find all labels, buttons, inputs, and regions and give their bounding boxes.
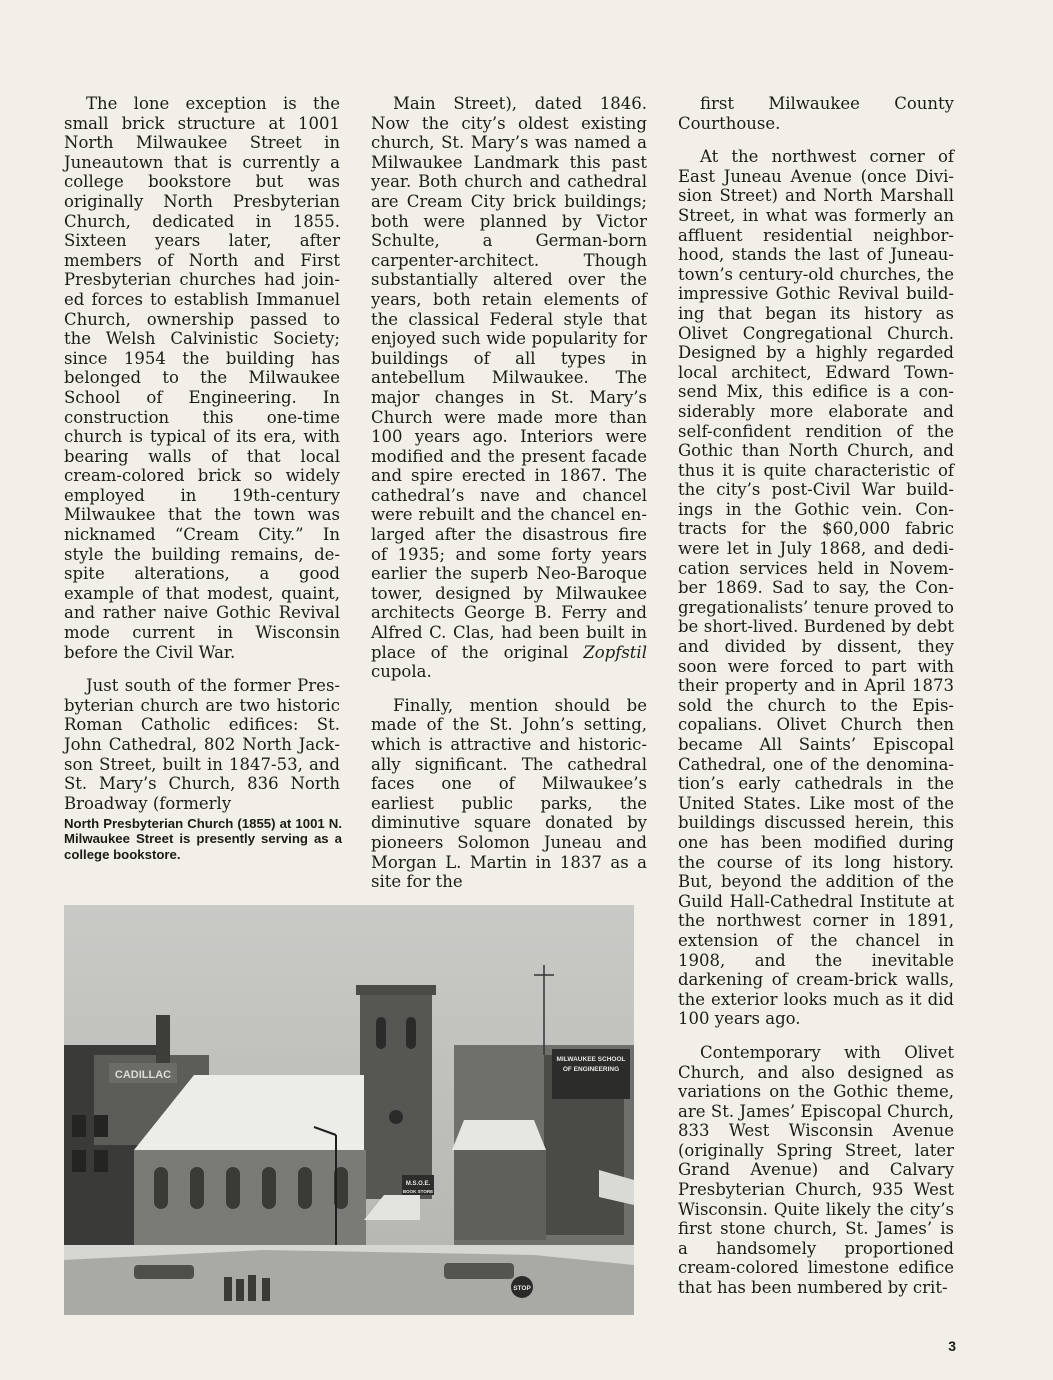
paragraph: Contemporary with Olivet Church, and also designed as variations on the Gothic theme, are St. James’ Episcopal Church, 833 West Wisconsin Avenue (originally Spring Street, later Grand Avenue) and Calvary Presbyterian Church, 935 West Wisconsin. Quite likely the city’s first stone church, St. James’ is a handsomely proportioned cream-colored limestone edifice that has been numbered by crit- bbox=[678, 1042, 954, 1298]
svg-text:BOOK STORE: BOOK STORE bbox=[402, 1189, 434, 1194]
paragraph: The lone exception is the small brick structure at 1001 North Milwaukee Street in Juneautown that is currently a college bookstore but was originally North Presbyterian Church, dedicated in 1855. Sixteen years later, after members of North and First Presbyterian churches had joined forces to establish Immanuel Church, ownership passed to the Welsh Calvinistic Society; since 1954 the building has belonged to the Milwaukee School of Engineering. In construction this one-time church is typical of its era, with bearing walls of that local cream-colored brick so widely employed in 19th-century Milwaukee that the town was nicknamed “Cream City.” In style the building remains, despite alterations, a good example of that modest, quaint, and rather naive Gothic Revival mode current in Wisconsin before the Civil War. bbox=[64, 94, 340, 662]
article-column-3 bbox=[678, 94, 954, 1298]
article-column-1 bbox=[64, 94, 340, 813]
paragraph: Finally, mention should be made of the St. John’s setting, which is attractive and historically significant. The cathedral faces one of Milwaukee’s earliest public parks, the diminutive square donated by pioneers Solomon Juneau and Morgan L. Martin in 1837 as a site for the bbox=[371, 695, 647, 892]
chimney bbox=[156, 1015, 170, 1065]
svg-text:M.S.O.E.: M.S.O.E. bbox=[405, 1181, 431, 1187]
svg-text:CADILLAC: CADILLAC bbox=[114, 1069, 172, 1081]
church-nave bbox=[134, 1150, 366, 1250]
church-photograph bbox=[64, 905, 634, 1315]
article-column-2 bbox=[371, 94, 647, 892]
paragraph-text: cupola. bbox=[371, 662, 432, 682]
paragraph bbox=[371, 94, 647, 682]
paragraph: first Milwaukee County Courthouse. bbox=[678, 94, 954, 133]
school-sign bbox=[552, 1049, 630, 1099]
stop-sign bbox=[511, 1276, 533, 1298]
photo-caption: North Presbyterian Church (1855) at 1001 N. Milwaukee Street is presently serving as a college bookstore. bbox=[64, 816, 342, 862]
paragraph-text: Main Street), dated 1846. Now the city’s oldest existing church, St. Mary’s was named a Milwaukee Landmark this past year. Both church and cathedral are Cream City brick buildings; both were planned by Victor Schulte, a German-born carpenter-architect. Though substantially altered over the years, both retain elements of the classical Federal style that enjoyed such wide popularity for buildings of all types in antebellum Milwaukee. The major changes in St. Mary’s Church were made more than 100 years ago. Interiors were modified and the present facade and spire erected in 1867. The cathedral’s nave and chancel were rebuilt and the chancel enlarged after the disastrous fire of 1935; and some forty years earlier the superb Neo-Baroque tower, designed by Milwaukee architects George B. Ferry and Alfred C. Clas, had been built in place of the original bbox=[371, 94, 647, 662]
svg-text:MILWAUKEE SCHOOL: MILWAUKEE SCHOOL bbox=[556, 1056, 626, 1063]
svg-text:STOP: STOP bbox=[513, 1285, 531, 1292]
cadillac-sign bbox=[109, 1063, 177, 1083]
paragraph: Just south of the former Presbyterian church are two historic Roman Catholic edifices: St. John Cathedral, 802 North Jackson Street, built in 1847-53, and St. Mary’s Church, 836 North Broadway (formerly bbox=[64, 676, 340, 813]
italic-term: Zopfstil bbox=[583, 642, 647, 662]
church-tower bbox=[360, 989, 432, 1199]
page-number: 3 bbox=[948, 1338, 956, 1354]
svg-text:OF ENGINEERING: OF ENGINEERING bbox=[562, 1066, 620, 1073]
msoe-sign bbox=[402, 1175, 434, 1195]
paragraph: At the northwest corner of East Juneau Avenue (once Division Street) and North Marshall Street, in what was formerly an affluent residential neighborhood, stands the last of Juneautown’s century-old churches, the impressive Gothic Revival building that began its history as Olivet Congregational Church. Designed by a highly regarded local architect, Edward Townsend Mix, this edifice is a considerably more elaborate and self-confident rendition of the Gothic than North Church, and thus it is quite characteristic of the city’s post-Civil War buildings in the Gothic vein. Contracts for the $60,000 fabric were let in July 1868, and dedication services held in November 1869. Sad to say, the Congregationalists’ tenure proved to be short-lived. Burdened by debt and divided by dissent, they soon were forced to part with their property and in April 1873 sold the church to the Episcopalians. Olivet Church then became All Saints’ Episcopal Cathedral, one of the denomination’s early cathedrals in the United States. Like most of the buildings discussed herein, this one has been modified during the course of its long history. But, beyond the addition of the Guild Hall-Cathedral Institute at the northwest corner in 1891, extension of the chancel in 1908, and the inevitable darkening of cream-brick walls, the exterior looks much as it did 100 years ago. bbox=[678, 147, 954, 1029]
